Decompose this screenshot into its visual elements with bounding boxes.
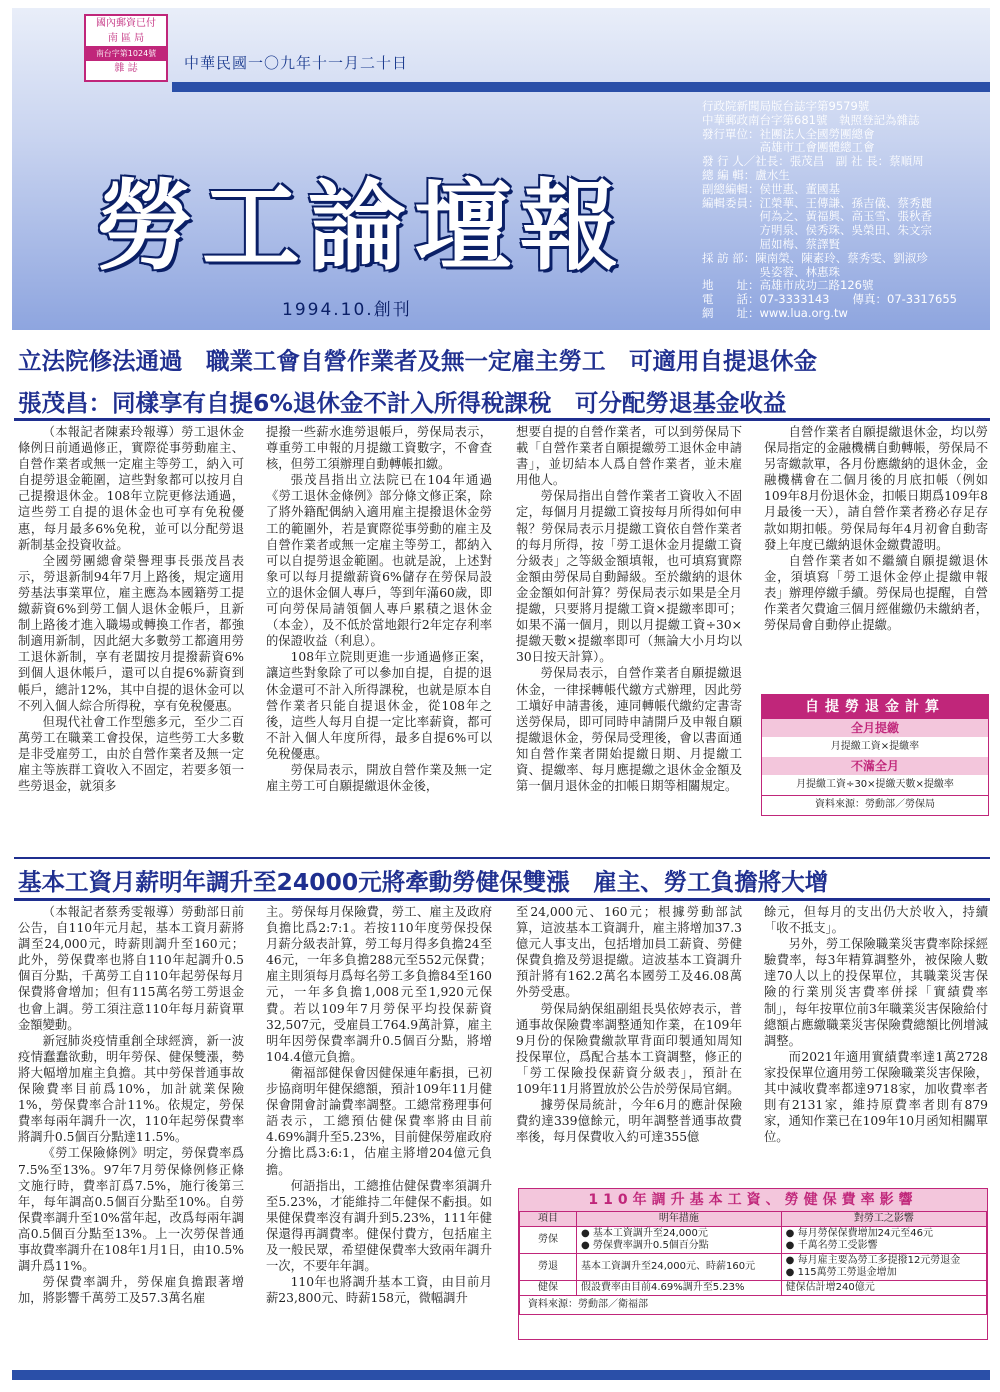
info-line: 高雄市工會團體總工會 [702, 140, 875, 155]
info-line: 行政院新聞局版台誌字第9579號 [702, 99, 870, 113]
measure-line: ● 勞保費率調升0.5個百分點 [581, 1240, 709, 1251]
info-line: 吳姿蓉、林惠珠 [702, 264, 840, 279]
column-header: 對勞工之影響 [781, 1212, 986, 1227]
paragraph: 提撥一些薪水進勞退帳戶，勞保局表示，尊重勞工申報的月提繳工資數字，不會查核，但勞工須辦理自動轉帳扣繳。 [266, 425, 492, 472]
divider [14, 857, 990, 859]
article2-column-3 [516, 904, 742, 1145]
paragraph: 勞保局納保組副組長吳依婷表示，普通事故保險費率調整通知作業，在109年9月份的保險費繳款單背面印製通知周知投保單位，爲配合基本工資調整，修正的「勞工保險投保薪資分級表」，預計在109年11月將置放於公告於勞保局官網。 [516, 1001, 742, 1097]
effect-cell [781, 1281, 986, 1296]
paragraph: 何語指出，工總推估健保費率須調升至5.23%，才能維持二年健保不虧損。如果健保費率沒有調升到5.23%，111年健保還得再調費率。健保付費方，包括雇主及一般民眾，希望健保費率大致兩年調升一次，不要年年調。 [266, 1178, 492, 1274]
paragraph: 勞保局表示，開放自營作業及無一定雇主勞工可自願提繳退休金後， [266, 762, 492, 794]
founded-date: 1994.10.創刊 [282, 300, 412, 320]
issue-date: 中華民國一〇九年十一月二十日 [184, 54, 409, 72]
info-line: 副總編輯：侯世惠、董國基 [702, 181, 840, 196]
effect-cell [781, 1227, 986, 1254]
divider [14, 898, 990, 901]
paragraph: 至24,000元、160元；根據勞動部試算，這波基本工資調升，雇主將增加37.3億元人事支出，包括增加員工薪資、勞健保費負擔及勞退提繳。這波基本工資調升預計將有162.2萬名本國勞工及46.08萬外勞受惠。 [516, 905, 742, 1000]
info-line: 地 址：高雄市成功二路126號 [702, 278, 874, 293]
info-line: 採 訪 部：陳南榮、陳素玲、蔡秀雯、劉淑珍 [702, 250, 928, 265]
calc-box-title: 自提勞退金計算 [762, 695, 988, 719]
article2-column-4 [764, 904, 988, 1145]
stamp-line: 雜 誌 [114, 63, 138, 74]
info-line: 中華郵政南台字第681號 執照登記為雜誌 [702, 112, 920, 127]
effect-line: ● 每月勞保保費增加24元至46元 [785, 1228, 934, 1239]
column-header: 項目 [520, 1212, 577, 1227]
divider [14, 418, 990, 421]
headline-primary: 立法院修法通過 職業工會自營作業者及無一定雇主勞工 可適用自提退休金 [18, 347, 817, 375]
effect-line: ● 115萬勞工勞退金增加 [785, 1267, 897, 1278]
effect-line: 健保估計增240億元 [785, 1282, 875, 1293]
row-label: 勞退 [520, 1254, 577, 1281]
effect-cell [781, 1254, 986, 1281]
headline-article2: 基本工資月薪明年調升至24000元將牽動勞健保雙漲 雇主、勞工負擔將大增 [18, 868, 829, 896]
article2-column-2 [266, 904, 492, 1306]
measure-line: ● 基本工資調升至24,000元 [581, 1228, 708, 1239]
calc-partial-formula: 月提繳工資÷30×提繳天數×提繳率 [796, 779, 954, 790]
table-header-row [520, 1212, 987, 1227]
paragraph: 自營作業者自願提繳退休金，均以勞保局指定的金融機構自動轉帳，勞保局不另寄繳款單，各月份應繳納的退休金，金融機構會在二個月後的月底扣帳（例如109年8月份退休金，扣帳日期爲109年8月最後一天），請自營作業者務必存足存款如期扣帳。勞保局每年4月初會自動寄發上年度已繳納退休金繳費證明。 [764, 425, 988, 552]
info-line: 電 話：07-3333143 傳真：07-3317655 [702, 292, 957, 307]
impact-source: 資料來源：勞動部／衛福部 [520, 1296, 987, 1315]
newspaper-title: 勞工論壇報 [96, 169, 627, 284]
stamp-line: 南 區 局 [107, 33, 145, 44]
paragraph: 但現代社會工作型態多元，至少二百萬勞工在職業工會投保，這些勞工大多數是非受雇勞工，由於自營作業者及無一定雇主等族群工資收入不固定，若要多領一些勞退金，就須多 [18, 714, 244, 794]
headline-secondary: 張茂昌：同樣享有自提6%退休金不計入所得稅課稅 可分配勞退基金收益 [18, 389, 787, 417]
row-label: 勞保 [520, 1227, 577, 1254]
paragraph: 《勞工保險條例》明定，勞保費率爲7.5%至13%。97年7月勞保條例修正條文施行時，費率訂爲7.5%，施行後第三年，每年調高0.5個百分點至10%。自勞保費率調升至10%當年起，改爲每兩年調高0.5個百分點至13%。上一次勞保普通事故費率調升在108年1月1日，由10.5%調升爲11%。 [18, 1146, 244, 1274]
info-line: 總 編 輯：盧水生 [702, 167, 790, 182]
publication-info [702, 100, 990, 321]
paragraph: 108年立院則更進一步通過修正案，讓這些對象除了可以參加自提，自提的退休金還可不計入所得課稅，也就是原本自營作業者只能自提退休金，從108年之後，這些人每月自提一定比率薪資，都可不計入個人年度所得，最多自提6%可以免稅優惠。 [266, 650, 492, 761]
info-line: 屈如梅、蔡譯賢 [702, 236, 840, 251]
paragraph: 而2021年適用實績費率達1萬2728家投保單位適用勞工保險職業災害保險，其中減收費率都達9718家，加收費率者則有2131家，維持原費率者則有879家，通知作業已在109年10月函知相關單位。 [764, 1049, 988, 1145]
info-line: 網 址：www.lua.org.tw [702, 305, 848, 320]
measure-line: 假設費率由目前4.69%調升至5.23% [581, 1282, 745, 1293]
paragraph: （本報記者蔡秀雯報導）勞動部日前公告，自110年元月起，基本工資月薪將調至24,000元，時薪則調升至160元；此外，勞保費率也將自110年起調升0.5個百分點，千萬勞工自110年起勞保每月保費將會增加；但有115萬名勞工勞退金也會上調。勞工須注意110年每月薪資單金額變動。 [18, 905, 244, 1032]
paragraph: 110年也將調升基本工資，由目前月薪23,800元、時薪158元，微幅調升 [266, 1275, 492, 1306]
paragraph: 勞保局指出自營作業者工資收入不固定，每個月月提繳工資按每月所得如何申報？勞保局表示月提繳工資依自營作業者的每月所得，按「勞工退休金月提繳工資分級表」之等級金額填報，也可填寫實際金額由勞保局自動歸級。至於繳納的退休金金額如何計算？勞保局表示如果是全月提繳，只要將月提繳工資×提繳率即可；如果不滿一個月，則以月提繳工資÷30×提繳天數×提繳率即可（無論大小月均以30日按天計算）。 [516, 489, 742, 665]
paragraph: （本報記者陳素玲報導）勞工退休金條例日前通過修正，實際從事勞動雇主、自營作業者或無一定雇主等勞工，納入可自提勞退金範圍，這些對象都可以按月自己提撥退休金。108年立院更修法通過，這些勞工自提的退休金也可享有免稅優惠，每月最多6%免稅，並可以分配勞退新制基金投資收益。 [18, 425, 244, 552]
paragraph: 新冠肺炎疫情重創全球經濟，新一波疫情蠢蠢欲動，明年勞保、健保雙漲，勢將大幅增加雇主負擔。其中勞保普通事故保險費率目前爲10%，加計就業保險1%，勞保費率合計11%。依規定，勞保費率每兩年調升一次，110年起勞保費率將調升0.5個百分點達11.5%。 [18, 1033, 244, 1145]
info-line: 方明泉、侯秀珠、吳榮田、朱文宗 [702, 223, 932, 238]
paragraph: 衛福部健保會因健保連年虧損，已初步協商明年健保總額，預計109年11月健保會開會討論費率調整。工總常務理事何語表示，工總預估健保費率將由目前4.69%調升至5.23%，目前健保勞雇政府分擔比爲3:6:1，估雇主將增204億元負擔。 [266, 1065, 492, 1177]
impact-table-title: 110年調升基本工資、勞健保費率影響 [519, 1189, 987, 1211]
footer-bar [12, 1370, 990, 1380]
calc-full-label: 全月提繳 [762, 719, 988, 737]
masthead [12, 8, 990, 330]
table-row [520, 1254, 987, 1281]
paragraph: 主。勞保每月保險費，勞工、雇主及政府負擔比爲2:7:1。若按110年度勞保投保月薪分級表計算，勞工每月得多負擔24至46元，一年多負擔288元至552元保費；雇主則須每月爲每名勞工多負擔84至160元，一年多負擔1,008元至1,920元保費。若以109年7月勞保平均投保薪資32,507元，受雇員工764.9萬計算，雇主明年因勞保費率調升0.5個百分點，將增104.4億元負擔。 [266, 905, 492, 1064]
stamp-line: 南台字第1024號 [86, 46, 166, 61]
table-row [520, 1296, 987, 1315]
paragraph: 勞保局表示，自營作業者自願提繳退休金，一律採轉帳代繳方式辦理，因此勞工塡好申請書後，連同轉帳代繳約定書寄送勞保局，即可同時申請開戶及申報自願提繳退休金，勞保局受理後，會以書面通知自營作業者開始提繳日期、月提繳工資、提繳率、每月應提繳之退休金金額及第一個月退休金的扣帳日期等相關規定。 [516, 666, 742, 794]
retirement-calc-box [761, 694, 989, 816]
paragraph: 想要自提的自營作業者，可以到勞保局下載「自營作業者自願提繳勞工退休金申請書」，並切結本人爲自營作業者，並未雇用他人。 [516, 425, 742, 488]
row-label: 健保 [520, 1281, 577, 1296]
paragraph: 另外，勞工保險職業災害費率除採經驗費率，每3年精算調整外，被保險人數達70人以上的投保單位，其職業災害保險的行業別災害費率併採「實績費率制」，每年按單位前3年職業災害保險給付總額占應繳職業災害保險費總額比例增減調整。 [764, 937, 988, 1048]
article1-column-2 [266, 424, 492, 794]
impact-table [519, 1211, 987, 1315]
info-line: 發 行 人／社長：張茂昌 副 社 長：蔡順周 [702, 154, 924, 169]
calc-source: 資料來源：勞動部／勞保局 [762, 795, 988, 814]
paragraph: 全國勞團總會榮譽理事長張茂昌表示，勞退新制94年7月上路後，規定適用勞基法事業單位，雇主應為本國籍勞工提繳薪資6%到勞工個人退休金帳戶，且新制上路後才進入職場或轉換工作者，都強制適用新制，因此絕大多數勞工都適用勞工退休新制，享有老闆按月提撥薪資6%到個人退休帳戶，還可以自提6%薪資到帳戶，總計12%，其中自提的退休金可以不列入個人綜合所得稅，享有免稅優惠。 [18, 553, 244, 713]
stamp-line: 國內郵資已付 [96, 18, 156, 29]
article1-column-3 [516, 424, 742, 794]
column-header: 明年措施 [577, 1212, 782, 1227]
table-row [520, 1281, 987, 1296]
postage-stamp [84, 14, 168, 82]
info-line: 發行單位：社團法人全國勞團總會 [702, 126, 875, 141]
calc-full-formula: 月提繳工資×提繳率 [830, 741, 920, 752]
article1-column-4 [764, 424, 988, 633]
paragraph: 餘元，但每月的支出仍大於收入，持續「收不抵支」。 [764, 905, 988, 936]
table-row [520, 1227, 987, 1254]
article1-column-1 [18, 424, 244, 794]
measure-cell [577, 1254, 782, 1281]
measure-line: 基本工資調升至24,000元、時薪160元 [581, 1261, 756, 1272]
calc-partial-label: 不滿全月 [762, 757, 988, 775]
paragraph: 張茂昌指出立法院已在104年通過《勞工退休金條例》部分條文修正案，除了將外籍配偶納入適用雇主提撥退休金勞工的範圍外，若是實際從事勞動的雇主及自營作業者或無一定雇主等勞工，都納入可以自提勞退金範圍。也就是說，上述對象可以每月提繳薪資6%儲存在勞保局設立的退休金個人專戶，等到年滿60歲，即可向勞保局請領個人專戶累積之退休金（本金），及不低於當地銀行2年定存利率的保證收益（利息）。 [266, 473, 492, 649]
effect-line: ● 千萬名勞工受影響 [785, 1240, 878, 1251]
info-line: 何為之、黃福興、高玉雪、張秋香 [702, 209, 932, 224]
masthead-bar [172, 82, 990, 92]
article2-column-1 [18, 904, 244, 1306]
measure-cell [577, 1227, 782, 1254]
info-line: 編輯委員：江榮華、王傳謙、孫吉儀、蔡秀麗 [702, 195, 932, 210]
effect-line: ● 每月雇主要為勞工多提撥12元勞退金 [785, 1255, 961, 1266]
measure-cell [577, 1281, 782, 1296]
paragraph: 據勞保局統計，今年6月的應計保險費約達339億餘元，明年調整普通事故費率後，每月保費收入約可達355億 [516, 1098, 742, 1145]
paragraph: 勞保費率調升，勞保雇負擔跟著增加，將影響千萬勞工及57.3萬名雇 [18, 1275, 244, 1306]
impact-table-box [518, 1188, 988, 1340]
paragraph: 自營作業者如不繼續自願提繳退休金，須填寫「勞工退休金停止提繳申報表」辦理停繳手續。勞保局也提醒，自營作業者欠費逾三個月經催繳仍未繳納者，勞保局會自動停止提繳。 [764, 553, 988, 633]
